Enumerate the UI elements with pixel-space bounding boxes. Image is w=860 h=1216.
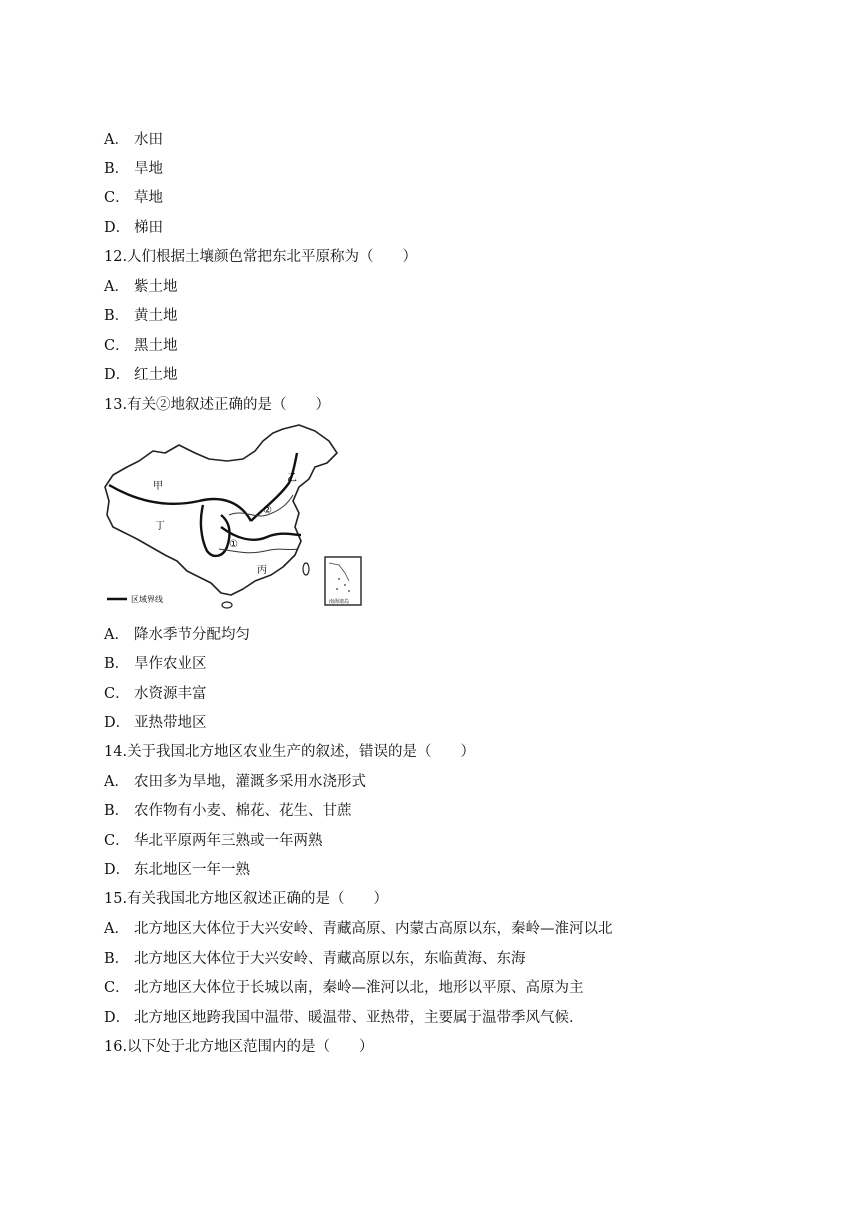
region-boundary-daxinganling [251,453,297,521]
q12-option-a: A． 紫土地 [104,279,178,295]
legend-label: 区域界线 [131,595,163,604]
region-boundary-north-west [109,485,251,521]
q11-option-b: B． 旱地 [104,161,163,177]
q12-option-c: C． 黑土地 [104,338,178,354]
map-label-jia: 甲 [153,481,163,492]
q13-option-b: B． 旱作农业区 [104,656,207,672]
q15-option-a: A． 北方地区大体位于大兴安岭、青藏高原、内蒙古高原以东，秦岭—淮河以北 [104,921,613,937]
q14-option-c: C． 华北平原两年三熟或一年两熟 [104,833,323,849]
q12-stem: 12.人们根据土壤颜色常把东北平原称为（ ） [104,249,418,265]
q14-option-b: B． 农作物有小麦、棉花、花生、甘蔗 [104,803,352,819]
q13-option-a: A． 降水季节分配均匀 [104,627,250,643]
map-label-bing: 丙 [257,565,267,576]
q11-option-a: A． 水田 [104,132,163,148]
map-label-site-1: ① [229,539,238,550]
q15-option-d: D． 北方地区地跨我国中温带、暖温带、亚热带，主要属于温带季风气候． [104,1010,584,1026]
map-label-site-2: ② [263,505,272,516]
inset-island-dot [336,588,338,590]
q11-option-d: D． 梯田 [104,220,163,236]
inset-island-dot [348,590,350,592]
inset-label: 南海诸岛 [329,599,350,605]
q16-stem: 16.以下处于北方地区范围内的是（ ） [104,1039,374,1055]
q11-option-c: C． 草地 [104,190,163,206]
q13-option-d: D． 亚热带地区 [104,715,207,731]
hainan-island [222,602,232,608]
china-outline [105,425,337,595]
region-boundary-qinling [221,527,301,540]
inset-island-dot [344,584,346,586]
map-label-yi: 乙 [287,473,297,484]
q12-option-b: B． 黄土地 [104,308,178,324]
q13-option-c: C． 水资源丰富 [104,686,207,702]
q15-option-b: B． 北方地区大体位于大兴安岭、青藏高原以东，东临黄海、东海 [104,951,526,967]
q15-option-c: C． 北方地区大体位于长城以南，秦岭—淮河以北，地形以平原、高原为主 [104,980,584,996]
taiwan-island [303,563,309,575]
south-china-sea-inset [325,557,361,605]
q12-option-d: D． 红土地 [104,367,178,383]
inset-island-dot [338,578,340,580]
q14-stem: 14.关于我国北方地区农业生产的叙述，错误的是（ ） [104,744,476,760]
q14-option-d: D． 东北地区一年一熟 [104,862,250,878]
map-label-ding: 丁 [155,521,165,532]
q14-option-a: A． 农田多为旱地，灌溉多采用水浇形式 [104,774,366,790]
q15-stem: 15.有关我国北方地区叙述正确的是（ ） [104,891,389,907]
q13-stem: 13.有关②地叙述正确的是（ ） [104,397,331,413]
china-region-map [103,423,365,611]
